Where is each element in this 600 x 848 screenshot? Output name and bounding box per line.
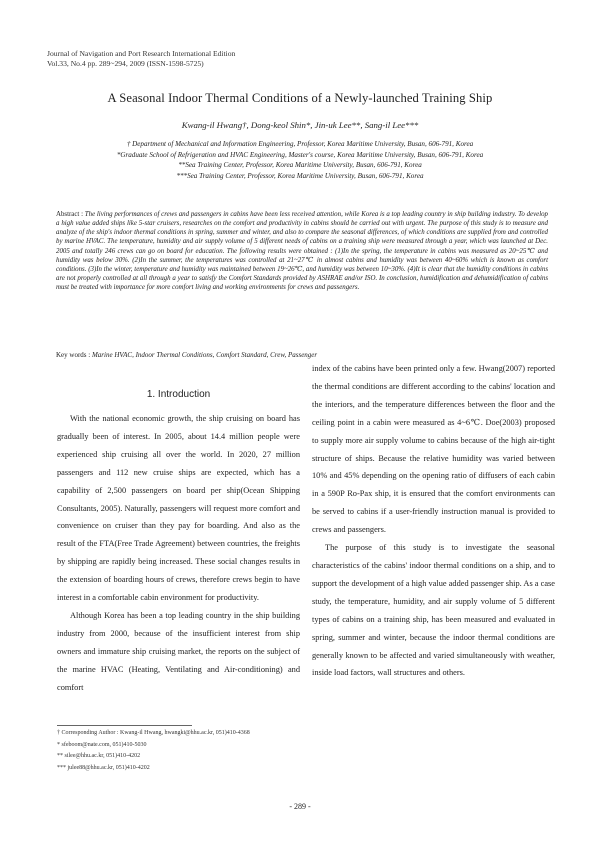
page-number: - 289 - — [289, 802, 311, 811]
footnote-author-3: ** silee@hhu.ac.kr, 051)410-4202 — [57, 753, 141, 760]
body-paragraph: Although Korea has been a top leading country in the ship building industry from 2000, because of the insufficient interest from ship owners and immature ship cruising market, the reports on the subject of the marine HVAC (Heating, Ventilating and Air-conditioning) and comfort — [57, 610, 300, 692]
keywords-text: Marine HVAC, Indoor Thermal Conditions, Comfort Standard, Crew, Passenger — [91, 351, 318, 359]
affiliation-4: ***Sea Training Center, Professor, Korea Maritime University, Busan, 606-791, Korea — [176, 171, 424, 180]
left-column — [57, 360, 300, 697]
affiliations — [40, 139, 560, 181]
abstract — [56, 210, 548, 292]
right-column — [312, 360, 555, 682]
keywords-label: Key words : — [56, 351, 91, 359]
author-list: Kwang-il Hwang†, Dong-keol Shin*, Jin-uk Lee**, Sang-il Lee*** — [181, 120, 419, 130]
journal-header — [47, 49, 235, 69]
footnote-corresponding: † Corresponding Author : Kwang-il Hwang, hwangki@hhu.ac.kr, 051)410-4368 — [57, 730, 250, 736]
keywords — [56, 351, 548, 359]
section-heading: 1. Introduction — [146, 389, 211, 400]
footnotes — [57, 728, 250, 774]
journal-name: Journal of Navigation and Port Research International Edition — [47, 49, 236, 58]
body-paragraph: With the national economic growth, the ship cruising on board has gradually been of interest. In 2005, about 14.4 million people were experienced ship cruising all over the world. In 2020, 27 million passengers and 112 new cruise ships are expected, which has a capability of 2,500 passengers on board per ship(Ocean Shipping Consultants, 2005). Naturally, passengers will request more comfort and convenience on cruiser than they pay for boarding. And also as the result of the FTA(Free Trade Agreement) between countries, the freights by shipping are rapidly being increased. These social changes results in the extension of boarding hours of crews, therefore crews begin to have interest in a comfortable cabin environment for productivity. — [57, 414, 300, 603]
abstract-label: Abstract : — [56, 211, 84, 218]
body-paragraph: index of the cabins have been printed only a few. Hwang(2007) reported the thermal conditions are different according to the cabins' location and the interiors, and the temperature differences between the floor and the ceiling point in a cabin were measured as 4~6℃. Doe(2003) proposed to supply more air supply volume to cabins because of the high air-tight structure of ships. Because the relative humidity was varied between 10% and 45% depending on the opening ratio of diffusers of each cabin in a 590P Ro-Pax ship, it is ensured that the comfort environments can be served to cabins if a user-friendly instruction manual is provided to crews and passengers. — [312, 364, 555, 535]
affiliation-1: † Department of Mechanical and Information Engineering, Professor, Korea Maritime University, Busan, 606-791, Korea — [126, 140, 474, 148]
affiliation-3: **Sea Training Center, Professor, Korea Maritime University, Busan, 606-791, Korea — [178, 161, 422, 170]
footnote-author-4: *** julee88@hhu.ac.kr, 051)410-4202 — [57, 764, 150, 771]
footnote-author-2: * sfeboom@nate.com, 051)410-5030 — [57, 741, 147, 748]
body-paragraph: The purpose of this study is to investigate the seasonal characteristics of the cabins' indoor thermal conditions on a ship, and to support the development of a high value added passenger ship. As a case study, the temperature, humidity, and air supply volume of 5 different types of cabins on a training ship, has been measured and evaluated in spring, summer and winter, because the indoor thermal conditions are generally known to be affected and varied simultaneously with weather, inside load factors, wall structures and others. — [312, 543, 555, 678]
paper-title: A Seasonal Indoor Thermal Conditions of a Newly-launched Training Ship — [107, 91, 493, 105]
footnote-divider — [57, 725, 192, 726]
journal-volume-info: Vol.33, No.4 pp. 289~294, 2009 (ISSN-1598-5725) — [47, 59, 204, 68]
affiliation-2: *Graduate School of Refrigeration and HVAC Engineering, Master's course, Korea Maritime University, Busan, 606-791, Korea — [116, 150, 484, 159]
abstract-text: The living performances of crews and passengers in cabins have been less received attention, while Korea is a top leading country in ship building industry. To develop a high value added ships like 5-star cruisers, researches on the comfort and productivity in cabins should be carried out with urgent. The purpose of this study is to measure and analyze of the ship's indoor thermal conditions in spring, summer and winter, and also to compare the seasonal differences, of which conditions are supplied from and controlled by marine HVAC. The temperature, humidity and air supply volume of 5 different needs of cabins on a training ship were measured through a year, which was launched at Dec. 2005 and totally 246 crews can go on board for education. The following results were obtained : (1)In the spring, the temperature in cabins was measured as 20~25℃ and humidity was below 30%. (2)In the summer, the temperatures was controlled at 21~27℃ in almost cabins and humidity was between 40~60% which is known as comfort conditions. (3)In the winter, temperature and humidity was maintained between 19~26℃, and humidity was between 10~30%. (4)It is clear that the humidity conditions in cabins are not properly controlled at all through a year to satisfy the Comfort Standards provided by ASHRAE and/or ISO. In conclusion, humidification and dehumidification of cabins must be treated with importance for more comfort living and working environments for crews and passengers. — [56, 211, 548, 292]
